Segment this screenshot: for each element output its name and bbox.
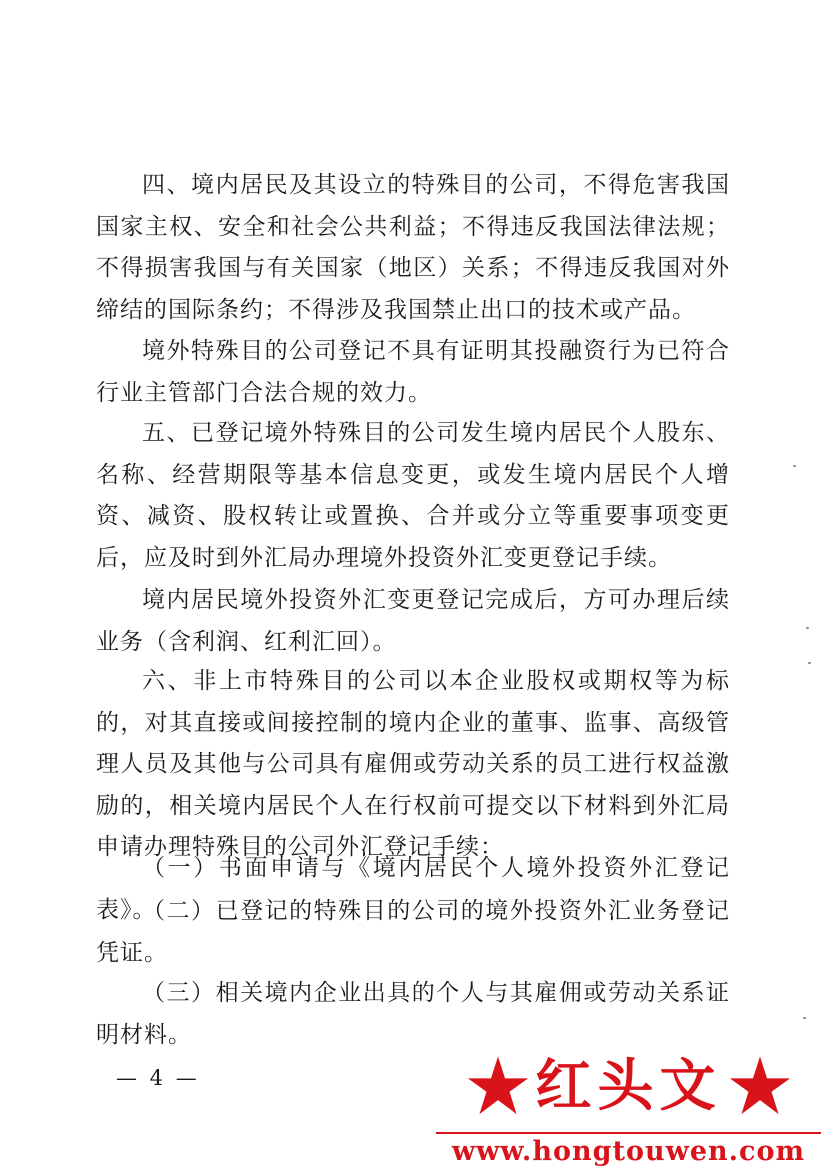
scan-speck: [793, 465, 796, 467]
list-item-3: （三）相关境内企业出具的个人与其雇佣或劳动关系证明材料。: [96, 980, 730, 1048]
list-item-1: （一）书面申请与《境内居民个人境外投资外汇登记表》。: [96, 855, 730, 923]
watermark-title: [436, 1046, 821, 1126]
paragraph-6: 六、非上市特殊目的公司以本企业股权或期权等为标的，对其直接或间接控制的境内企业的董事、监事、高级管理人员及其他与公司具有雇佣或劳动关系的员工进行权益激励的，相关境内居民个人在行权前可提交以下材料到外汇局申请办理特殊目的公司外汇登记手续：: [96, 668, 730, 860]
scan-speck: [808, 662, 811, 664]
list-item-2: （二）已登记的特殊目的公司的境外投资外汇业务登记凭证。: [96, 898, 730, 966]
paragraph-4-note: 境外特殊目的公司登记不具有证明其投融资行为已符合行业主管部门合法合规的效力。: [96, 338, 730, 406]
scan-speck: [803, 1017, 806, 1019]
paragraph-4: 四、境内居民及其设立的特殊目的公司，不得危害我国国家主权、安全和社会公共利益；不得违反我国法律法规；不得损害我国与有关国家（地区）关系；不得违反我国对外缔结的国际条约；不得涉及我国禁止出口的技术或产品。: [96, 172, 730, 323]
page-number: — 4 —: [116, 1066, 200, 1090]
watermark-title-text: 红头文: [535, 1053, 722, 1119]
scan-speck: [806, 627, 809, 629]
paragraph-5-note: 境内居民境外投资外汇变更登记完成后，方可办理后续业务（含利润、红利汇回）。: [96, 587, 730, 655]
site-watermark: [436, 1046, 821, 1170]
star-icon: [728, 1054, 792, 1118]
paragraph-5: 五、已登记境外特殊目的公司发生境内居民个人股东、名称、经营期限等基本信息变更，或发生境内居民个人增资、减资、股权转让或置换、合并或分立等重要事项变更后，应及时到外汇局办理境外投资外汇变更登记手续。: [96, 420, 730, 571]
star-icon: [466, 1054, 530, 1118]
watermark-divider: [436, 1132, 821, 1134]
watermark-url: www.hongtouwen.com: [451, 1136, 806, 1167]
